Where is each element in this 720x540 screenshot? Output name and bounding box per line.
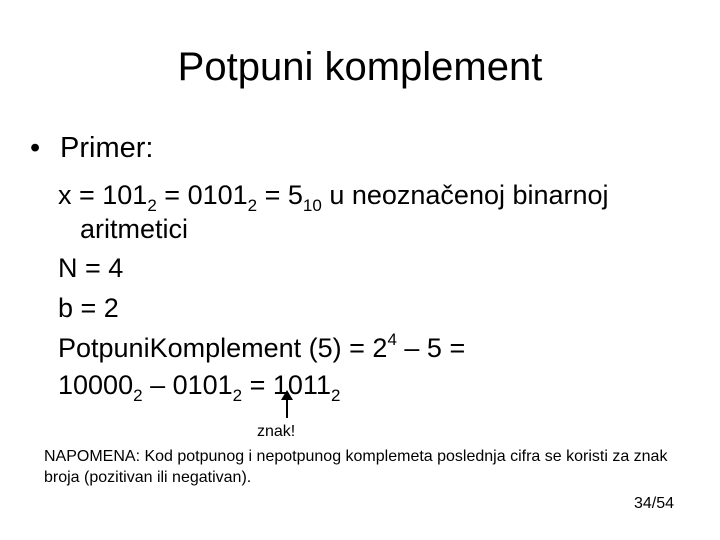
sign-annotation: znak!: [257, 423, 296, 440]
bullet-dot-icon: •: [30, 132, 41, 164]
equation-b: b = 2: [58, 293, 119, 323]
equation-n: N = 4: [58, 253, 124, 283]
equation-x-continued: aritmetici: [80, 214, 189, 244]
equation-result: $10000_2 - 0101_2 = 1011_2$: [58, 370, 341, 405]
note-text: NAPOMENA: Kod potpunog i nepotpunog komplemeta poslednja cifra se koristi za znak broja (pozitivan ili negativan).: [44, 448, 668, 486]
equation-potpuni-komplement: PotpuniKomplement $(5) = 2^4 - 5$ =: [58, 330, 466, 363]
equation-x: $x = 101_2 = 0101_2 = 5_{10}$ u neoznačenoj binarnoj: [58, 180, 609, 215]
slide-title: Potpuni komplement: [177, 45, 543, 89]
bullet-item: [30, 130, 153, 166]
arrow-shaft: [286, 396, 288, 418]
page-number: 34/54: [633, 495, 674, 512]
bullet-label: Primer:: [60, 132, 154, 164]
